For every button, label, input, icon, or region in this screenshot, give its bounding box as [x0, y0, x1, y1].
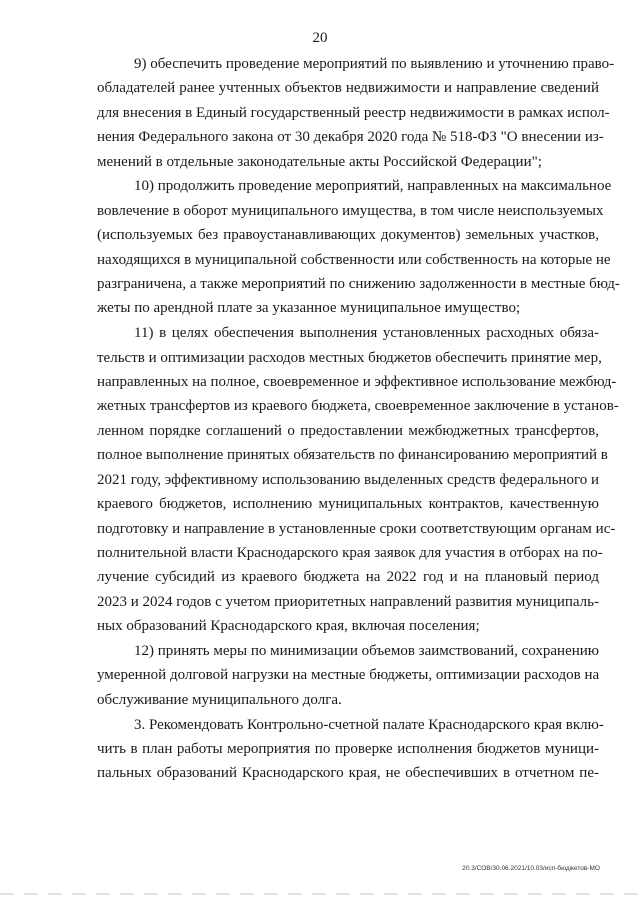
text-line: находящихся в муниципальной собственности или собственность на которые не [97, 251, 611, 268]
scan-edge-artifact [0, 893, 640, 895]
text-line: пальных образований Краснодарского края, не обеспечивших в отчетном пе- [97, 765, 599, 782]
document-footer-code: 20.3/СОВ/30.06.2021/10.03/исп-бюджетов-МО [462, 865, 600, 872]
text-line: 3. Рекомендовать Контрольно-счетной палате Краснодарского края вклю- [134, 716, 604, 733]
text-line: разграничена, а также мероприятий по снижению задолженности в местные бюд- [97, 276, 620, 293]
text-line: 9) обеспечить проведение мероприятий по выявлению и уточнению право- [134, 56, 615, 72]
text-line: менений в отдельные законодательные акты Российской Федерации"; [97, 153, 542, 170]
paragraph [97, 321, 619, 638]
text-line: краевого бюджетов, исполнению муниципальных контрактов, качественную [97, 496, 599, 513]
paragraph [97, 639, 599, 712]
paragraph [97, 713, 604, 786]
page-number: 20 [312, 30, 328, 46]
text-line: для внесения в Единый государственный реестр недвижимости в рамках испол- [97, 104, 610, 121]
text-line: лучение субсидий из краевого бюджета на 2022 год и на плановый период [97, 569, 599, 586]
text-line: подготовку и направление в установленные сроки соответствующим органам ис- [97, 520, 616, 537]
document-body [97, 52, 620, 786]
text-line: нения Федерального закона от 30 декабря 2020 года № 518-ФЗ "О внесении из- [97, 129, 604, 146]
paragraph [97, 52, 615, 174]
text-line: 2021 году, эффективному использованию выделенных средств федерального и [97, 471, 599, 488]
text-line: 11) в целях обеспечения выполнения установленных расходных обяза- [134, 325, 599, 342]
text-line: умеренной долговой нагрузки на местные бюджеты, оптимизации расходов на [97, 667, 600, 684]
text-line: 2023 и 2024 годов с учетом приоритетных направлений развития муниципаль- [97, 593, 599, 610]
text-line: (используемых без правоустанавливающих документов) земельных участков, [97, 227, 599, 244]
paragraph [97, 174, 620, 320]
text-line: полное выполнение принятых обязательств по финансированию мероприятий в [97, 447, 608, 464]
text-line: направленных на полное, своевременное и эффективное использование межбюд- [97, 374, 617, 391]
text-line: обладателей ранее учтенных объектов недвижимости и направление сведений [97, 80, 599, 97]
text-line: полнительной власти Краснодарского края заявок для участия в отборах на по- [97, 544, 603, 561]
text-line: жеты по арендной плате за указанное муниципальное имущество; [97, 300, 521, 317]
text-line: 12) принять меры по минимизации объемов заимствований, сохранению [134, 642, 599, 659]
text-line: ных образований Краснодарского края, включая поселения; [97, 618, 480, 635]
text-line: чить в план работы мероприятия по проверке исполнения бюджетов муници- [97, 740, 599, 757]
text-line: обслуживание муниципального долга. [97, 691, 342, 708]
text-line: вовлечение в оборот муниципального имущества, в том числе неиспользуемых [97, 202, 604, 219]
text-line: ленном порядке соглашений о предоставлении межбюджетных трансфертов, [97, 422, 599, 439]
text-line: тельств и оптимизации расходов местных бюджетов обеспечить принятие мер, [97, 349, 602, 366]
text-line: жетных трансфертов из краевого бюджета, своевременное заключение в установ- [97, 398, 619, 415]
text-line: 10) продолжить проведение мероприятий, направленных на максимальное [134, 178, 612, 195]
